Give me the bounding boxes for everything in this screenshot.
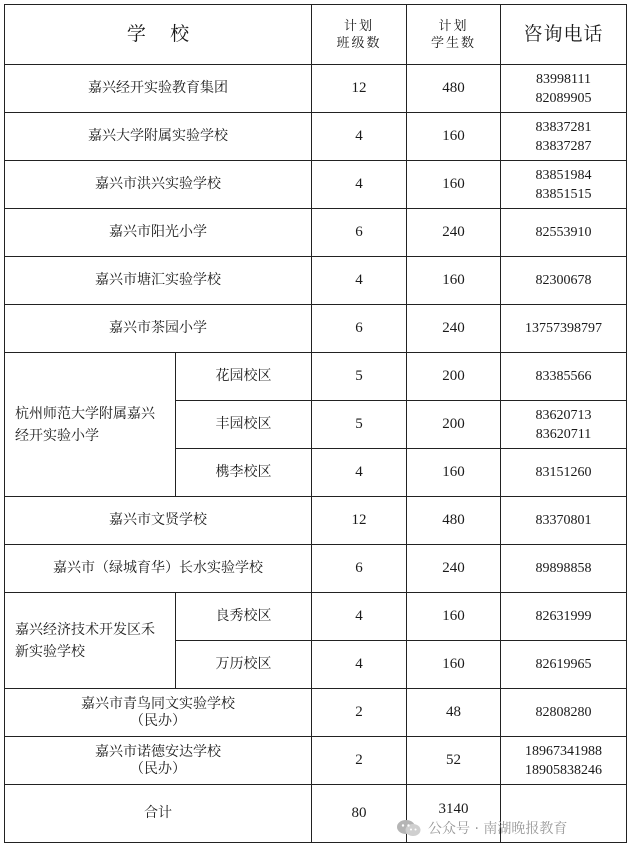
student-count: 160	[407, 257, 501, 305]
school-name: 嘉兴市阳光小学	[5, 209, 312, 257]
class-count: 4	[312, 161, 407, 209]
class-count: 6	[312, 545, 407, 593]
school-group-name: 嘉兴经济技术开发区禾 新实验学校	[5, 593, 176, 689]
campus-name: 槜李校区	[176, 449, 312, 497]
student-count: 52	[407, 737, 501, 785]
student-count: 200	[407, 353, 501, 401]
phone-numbers: 83851984 83851515	[501, 161, 627, 209]
class-count: 5	[312, 353, 407, 401]
student-count: 480	[407, 65, 501, 113]
campus-name: 丰园校区	[176, 401, 312, 449]
student-count: 48	[407, 689, 501, 737]
student-count: 240	[407, 545, 501, 593]
school-name: 嘉兴经开实验教育集团	[5, 65, 312, 113]
school-name: 嘉兴市塘汇实验学校	[5, 257, 312, 305]
table-row	[5, 257, 627, 305]
school-name: 嘉兴市茶园小学	[5, 305, 312, 353]
table-row	[5, 737, 627, 785]
watermark-text: 公众号 · 南湖晚报教育	[428, 821, 568, 837]
student-count: 160	[407, 161, 501, 209]
school-name: 嘉兴市文贤学校	[5, 497, 312, 545]
class-count: 6	[312, 305, 407, 353]
enrollment-table	[4, 4, 627, 843]
student-count: 240	[407, 305, 501, 353]
class-count: 12	[312, 497, 407, 545]
header-classes: 计划 班级数	[312, 5, 407, 65]
table-row	[5, 689, 627, 737]
total-students: 3140	[407, 785, 501, 843]
phone-number: 83151260	[501, 449, 627, 497]
phone-number: 89898858	[501, 545, 627, 593]
school-group-name: 杭州师范大学附属嘉兴 经开实验小学	[5, 353, 176, 497]
campus-name: 良秀校区	[176, 593, 312, 641]
student-count: 160	[407, 113, 501, 161]
student-count: 160	[407, 593, 501, 641]
student-count: 480	[407, 497, 501, 545]
campus-name: 万历校区	[176, 641, 312, 689]
student-count: 240	[407, 209, 501, 257]
phone-numbers: 18967341988 18905838246	[501, 737, 627, 785]
student-count: 160	[407, 449, 501, 497]
class-count: 4	[312, 449, 407, 497]
table-row	[5, 545, 627, 593]
phone-number: 82631999	[501, 593, 627, 641]
table-row	[5, 161, 627, 209]
school-name: 嘉兴市（绿城育华）长水实验学校	[5, 545, 312, 593]
class-count: 4	[312, 113, 407, 161]
class-count: 6	[312, 209, 407, 257]
header-students: 计划 学生数	[407, 5, 501, 65]
total-label: 合计	[5, 785, 312, 843]
class-count: 2	[312, 737, 407, 785]
table-row	[5, 305, 627, 353]
phone-number: 82300678	[501, 257, 627, 305]
student-count: 160	[407, 641, 501, 689]
wechat-icon	[396, 818, 422, 838]
school-name: 嘉兴市青鸟同文实验学校 （民办）	[5, 689, 312, 737]
header-school: 学 校	[5, 5, 312, 65]
phone-number: 82619965	[501, 641, 627, 689]
table-row	[5, 113, 627, 161]
table-row	[5, 353, 627, 401]
school-name: 嘉兴大学附属实验学校	[5, 113, 312, 161]
phone-number: 83385566	[501, 353, 627, 401]
class-count: 4	[312, 593, 407, 641]
class-count: 2	[312, 689, 407, 737]
school-name: 嘉兴市诺德安达学校 （民办）	[5, 737, 312, 785]
phone-number: 13757398797	[501, 305, 627, 353]
campus-name: 花园校区	[176, 353, 312, 401]
student-count: 200	[407, 401, 501, 449]
phone-numbers: 83620713 83620711	[501, 401, 627, 449]
class-count: 12	[312, 65, 407, 113]
phone-number: 82808280	[501, 689, 627, 737]
class-count: 4	[312, 257, 407, 305]
phone-number: 83370801	[501, 497, 627, 545]
school-name: 嘉兴市洪兴实验学校	[5, 161, 312, 209]
table-row	[5, 65, 627, 113]
header-row	[5, 5, 627, 65]
table-row	[5, 209, 627, 257]
table-row	[5, 497, 627, 545]
class-count: 5	[312, 401, 407, 449]
total-classes: 80	[312, 785, 407, 843]
watermark	[396, 815, 616, 841]
table-row	[5, 593, 627, 641]
phone-number: 82553910	[501, 209, 627, 257]
phone-numbers: 83998111 82089905	[501, 65, 627, 113]
class-count: 4	[312, 641, 407, 689]
phone-numbers: 83837281 83837287	[501, 113, 627, 161]
header-phone: 咨询电话	[501, 5, 627, 65]
